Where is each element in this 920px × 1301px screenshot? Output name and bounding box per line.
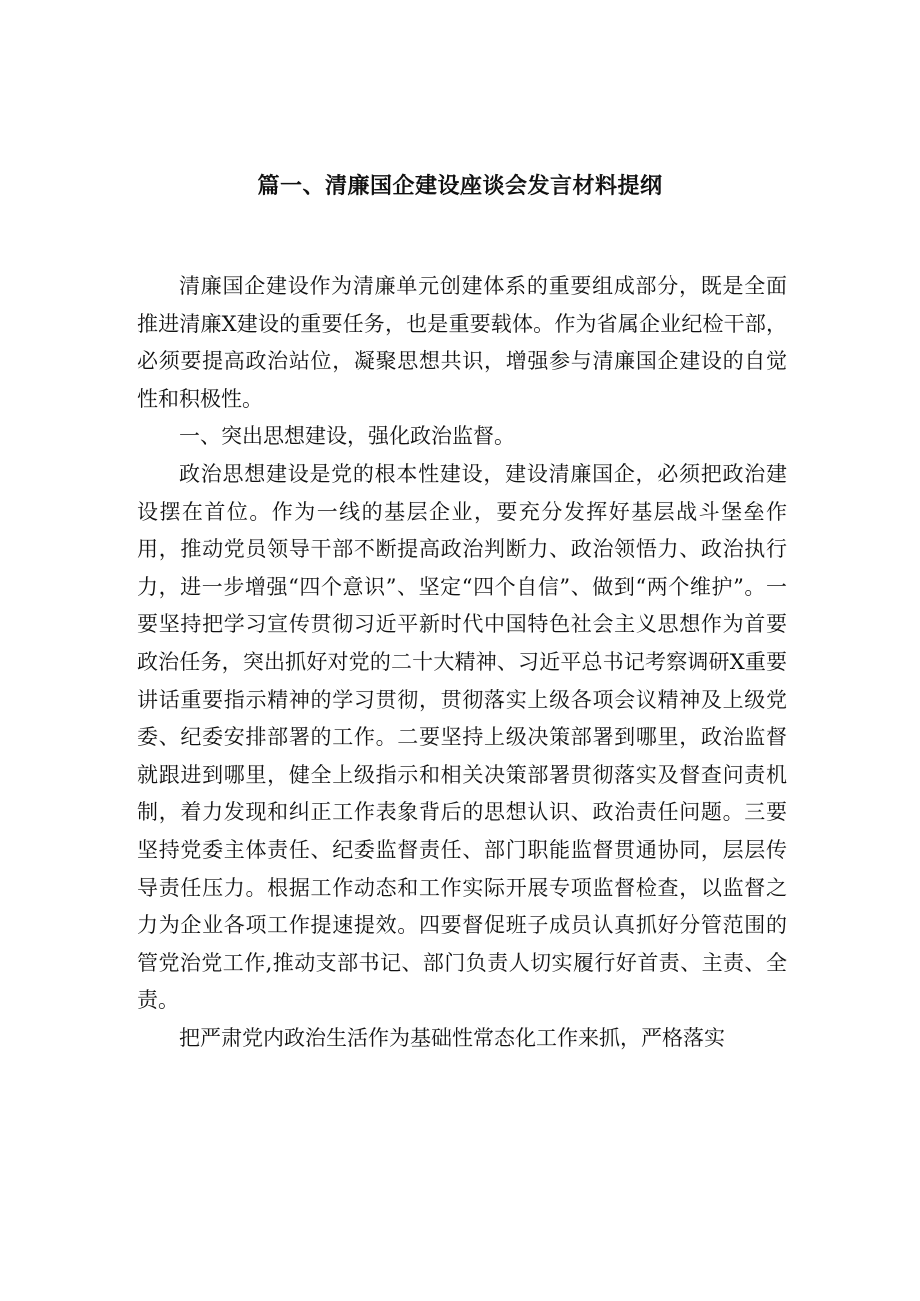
paragraph-intro: 清廉国企建设作为清廉单元创建体系的重要组成部分，既是全面推进清廉X建设的重要任务，也是重要载体。作为省属企业纪检干部，必须要提高政治站位，凝聚思想共识，增强参与清廉国企建设的自觉性和积极性。 [137,274,787,411]
section-heading-1: 一、突出思想建设，强化政治监督。 [179,424,515,449]
document-body [137,268,787,1057]
paragraph-party-life: 把严肃党内政治生活作为基础性常态化工作来抓，严格落实 [179,1025,725,1050]
document-title: 篇一、清廉国企建设座谈会发言材料提纲 [257,173,663,199]
paragraph-political-building: 政治思想建设是党的根本性建设，建设清廉国企，必须把政治建设摆在首位。作为一线的基层企业，要充分发挥好基层战斗堡垒作用，推动党员领导干部不断提高政治判断力、政治领悟力、政治执行力，进一步增强“四个意识”、坚定“四个自信”、做到“两个维护”。一要坚持把学习宣传贯彻习近平新时代中国特色社会主义思想作为首要政治任务，突出抓好对党的二十大精神、习近平总书记考察调研X重要讲话重要指示精神的学习贯彻，贯彻落实上级各项会议精神及上级党委、纪委安排部署的工作。二要坚持上级决策部署到哪里，政治监督就跟进到哪里，健全上级指示和相关决策部署贯彻落实及督查问责机制，着力发现和纠正工作表象背后的思想认识、政治责任问题。三要坚持党委主体责任、纪委监督责任、部门职能监督贯通协同，层层传导责任压力。根据工作动态和工作实际开展专项监督检查，以监督之力为企业各项工作提速提效。四要督促班子成员认真抓好分管范围的管党治党工作,推动支部书记、部门负责人切实履行好首责、主责、全责。 [137,461,787,1013]
